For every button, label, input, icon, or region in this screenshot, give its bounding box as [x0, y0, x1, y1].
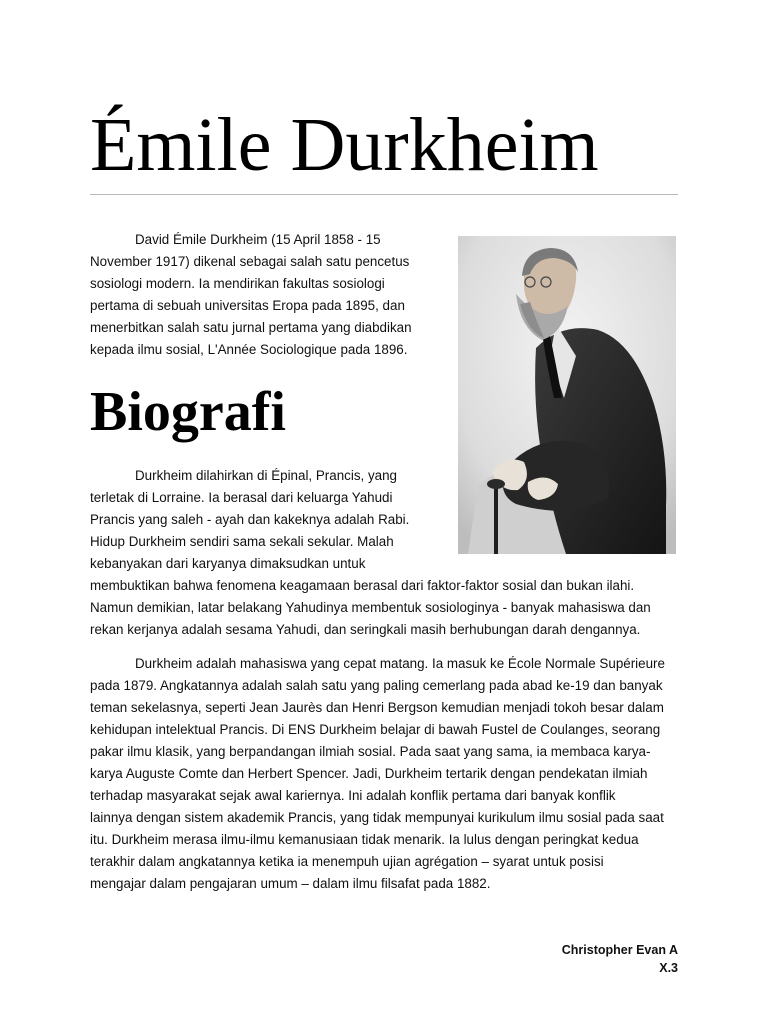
bio2-line: pada 1879. Angkatannya adalah salah satu yang paling cemerlang pada abad ke-19 dan banyak — [90, 678, 663, 693]
bio1-line: Durkheim dilahirkan di Épinal, Prancis, yang — [135, 468, 397, 483]
section-heading-biografi: Biografi — [90, 381, 286, 443]
intro-line: David Émile Durkheim (15 April 1858 - 15 — [135, 232, 381, 247]
document-title: Émile Durkheim — [90, 103, 599, 187]
author-name: Christopher Evan A — [561, 943, 678, 957]
bio1-line: rekan kerjanya adalah sesama Yahudi, dan seringkali masih berhubungan darah dengannya. — [90, 622, 641, 637]
intro-paragraph — [90, 229, 435, 361]
bio1-line: kebanyakan dari karyanya dimaksudkan untuk — [90, 556, 366, 571]
bio1-line: membuktikan bahwa fenomena keagamaan berasal dari faktor-faktor sosial dan bukan ilahi. — [90, 578, 635, 593]
bio2-line: teman sekelasnya, seperti Jean Jaurès dan Henri Bergson kemudian menjadi tokoh besar dalam — [90, 700, 664, 715]
intro-line: sosiologi modern. Ia mendirikan fakultas sosiologi — [90, 276, 385, 291]
bio2-line: terhadap masyarakat sejak awal kariernya. Ini adalah konflik pertama dari banyak konflik — [90, 788, 616, 803]
bio2-line: itu. Durkheim merasa ilmu-ilmu kemanusiaan tidak menarik. Ia lulus dengan peringkat kedua — [90, 832, 639, 847]
intro-line: pertama di sebuah universitas Eropa pada 1895, dan — [90, 298, 405, 313]
bio2-line: Durkheim adalah mahasiswa yang cepat matang. Ia masuk ke École Normale Supérieure — [135, 656, 665, 671]
bio1-line: Hidup Durkheim sendiri sama sekali sekular. Malah — [90, 534, 394, 549]
bio1-line: terletak di Lorraine. Ia berasal dari keluarga Yahudi — [90, 490, 393, 505]
bio1-line: Namun demikian, latar belakang Yahudinya membentuk sosiologinya - banyak mahasiswa dan — [90, 600, 651, 615]
bio2-line: pakar ilmu klasik, yang berpandangan ilmiah sosial. Pada saat yang sama, ia membaca karya- — [90, 744, 651, 759]
biography-paragraph-1 — [90, 465, 678, 641]
author-class: X.3 — [659, 961, 678, 975]
bio2-line: mengajar dalam pengajaran umum – dalam ilmu filsafat pada 1882. — [90, 876, 491, 891]
bio2-line: kehidupan intelektual Prancis. Di ENS Durkheim belajar di bawah Fustel de Coulanges, seorang — [90, 722, 661, 737]
intro-line: November 1917) dikenal sebagai salah satu pencetus — [90, 254, 410, 269]
author-signature — [562, 941, 678, 977]
intro-line: kepada ilmu sosial, L'Année Sociologique pada 1896. — [90, 342, 408, 357]
bio2-line: terakhir dalam angkatannya ketika ia menempuh ujian agrégation – syarat untuk posisi — [90, 854, 604, 869]
bio2-line: karya Auguste Comte dan Herbert Spencer. Jadi, Durkheim tertarik dengan pendekatan ilmiah — [90, 766, 648, 781]
title-divider — [90, 194, 678, 195]
biography-paragraph-2 — [90, 653, 678, 895]
bio2-line: lainnya dengan sistem akademik Prancis, yang tidak mempunyai kurikulum ilmu sosial pada saat — [90, 810, 664, 825]
intro-line: menerbitkan salah satu jurnal pertama yang diabdikan — [90, 320, 412, 335]
bio1-line: Prancis yang saleh - ayah dan kakeknya adalah Rabi. — [90, 512, 410, 527]
